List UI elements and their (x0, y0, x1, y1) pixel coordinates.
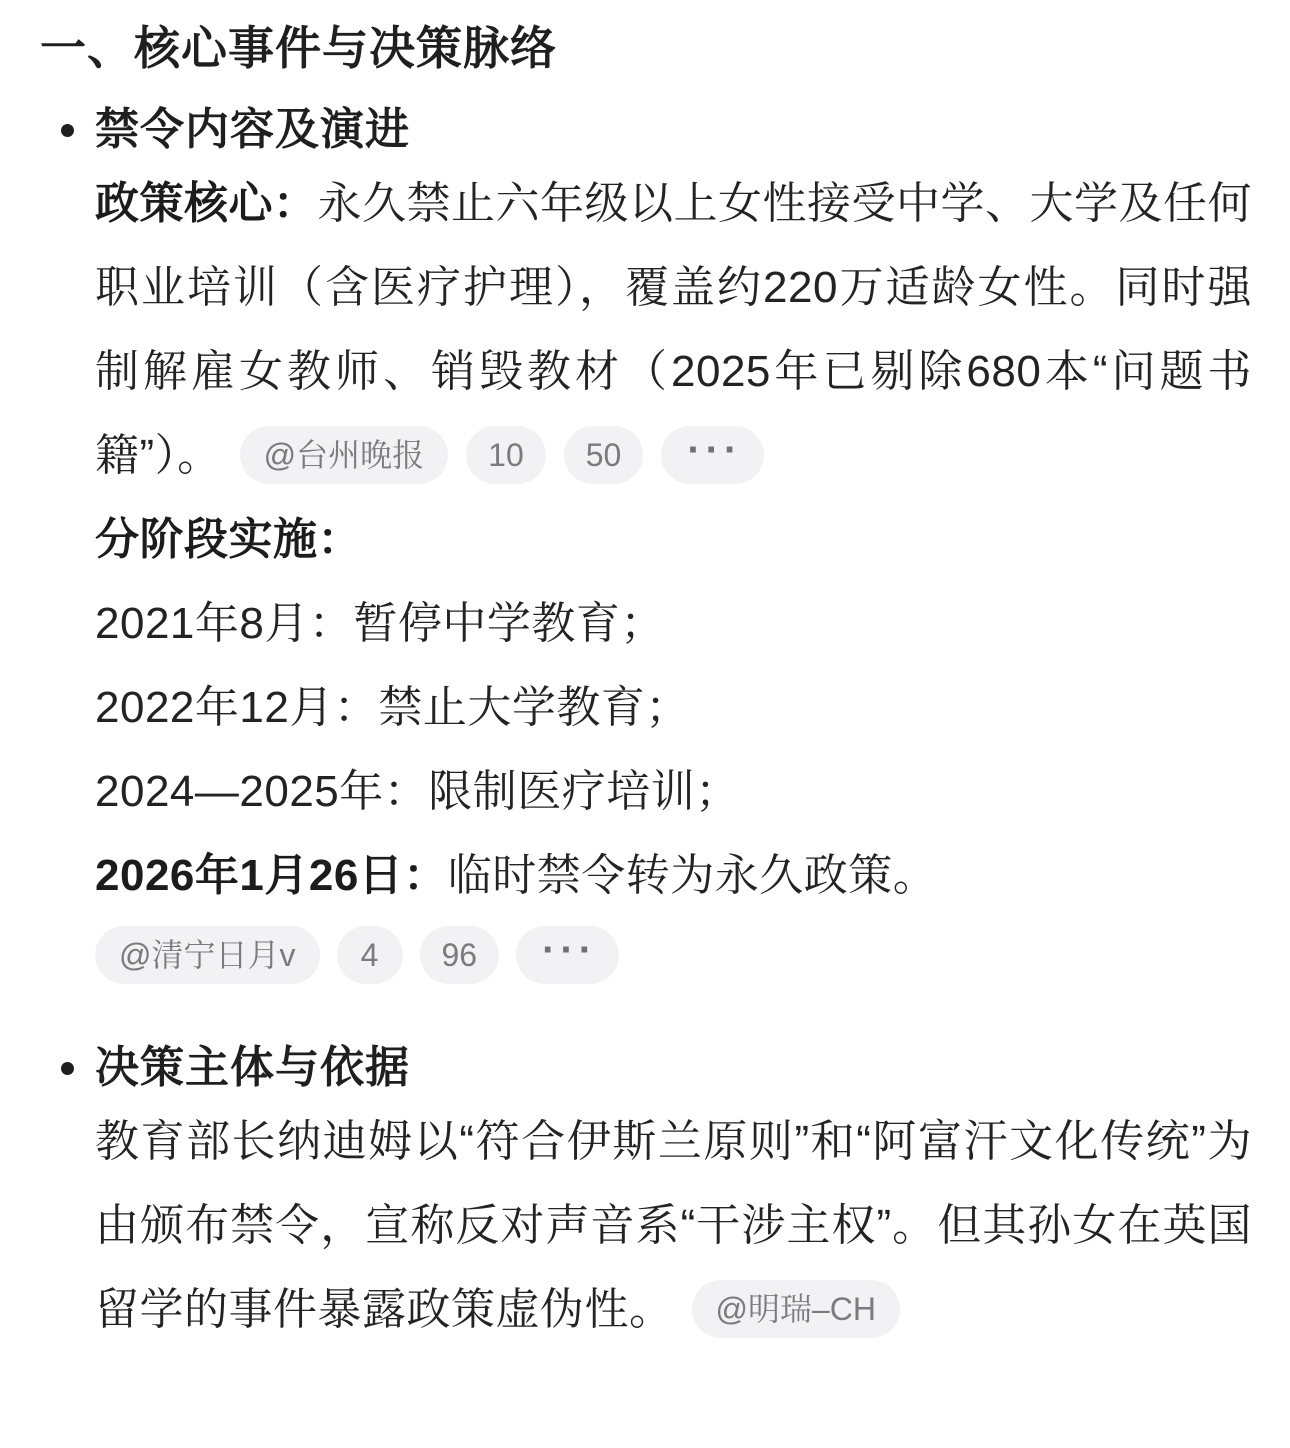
timeline-date: 2026年1月26日： (95, 851, 448, 900)
timeline-item-2021 (95, 582, 1252, 666)
citation-row (95, 926, 1252, 984)
bullet-title-text: 禁令内容及演进 (95, 105, 410, 154)
timeline-text: 临时禁令转为永久政策。 (447, 851, 938, 900)
timeline-item-2022 (95, 666, 1252, 750)
citation-more-button[interactable]: ··· (516, 926, 619, 984)
timeline-item-2024-2025 (95, 750, 1252, 834)
citation-count-badge[interactable]: 50 (564, 426, 644, 484)
citation-source-badge[interactable]: @台州晚报 (240, 426, 449, 484)
timeline-text: 限制医疗培训； (428, 767, 740, 816)
bullet-title-ban-content (95, 98, 1252, 162)
stage-label-text: 分阶段实施： (95, 515, 362, 564)
citation-source-badge[interactable]: @明瑞–CH (692, 1280, 901, 1338)
citation-count-badge[interactable]: 96 (420, 926, 500, 984)
decision-basis-text: 教育部长纳迪姆以“符合伊斯兰原则”和“阿富汗文化传统”为由颁布禁令，宣称反对声音系“干涉主权”。但其孙女在英国留学的事件暴露政策虚伪性。 (95, 1117, 1252, 1334)
timeline-date: 2021年8月： (95, 599, 354, 648)
policy-core-text: 永久禁止六年级以上女性接受中学、大学及任何职业培训（含医疗护理），覆盖约220万适龄女性。同时强制解雇女教师、销毁教材（2025年已剔除680本“问题书籍”）。 (95, 179, 1252, 480)
bullet-section-decision-basis (40, 1036, 1252, 1352)
timeline-date: 2024—2025年： (95, 767, 429, 816)
section-heading: 一、核心事件与决策脉络 (40, 22, 557, 74)
bullet-title-decision-basis (95, 1036, 1252, 1100)
citation-source-badge[interactable]: @清宁日月v (95, 926, 320, 984)
bullet-marker-icon (61, 1062, 74, 1075)
timeline-date: 2022年12月： (95, 683, 379, 732)
bullet-marker-icon (61, 124, 74, 137)
citation-count-badge[interactable]: 4 (337, 926, 403, 984)
stage-label-paragraph (95, 498, 1252, 582)
citation-count-badge[interactable]: 10 (466, 426, 546, 484)
timeline-text: 禁止大学教育； (378, 683, 690, 732)
timeline-text: 暂停中学教育； (353, 599, 665, 648)
bullet-section-ban-content (40, 98, 1252, 984)
policy-core-label: 政策核心： (95, 179, 318, 228)
bullet-title-text: 决策主体与依据 (95, 1043, 410, 1092)
timeline-item-2026 (95, 834, 1252, 918)
citation-more-button[interactable]: ··· (661, 426, 764, 484)
policy-core-paragraph (95, 162, 1252, 498)
decision-basis-paragraph (95, 1100, 1252, 1352)
